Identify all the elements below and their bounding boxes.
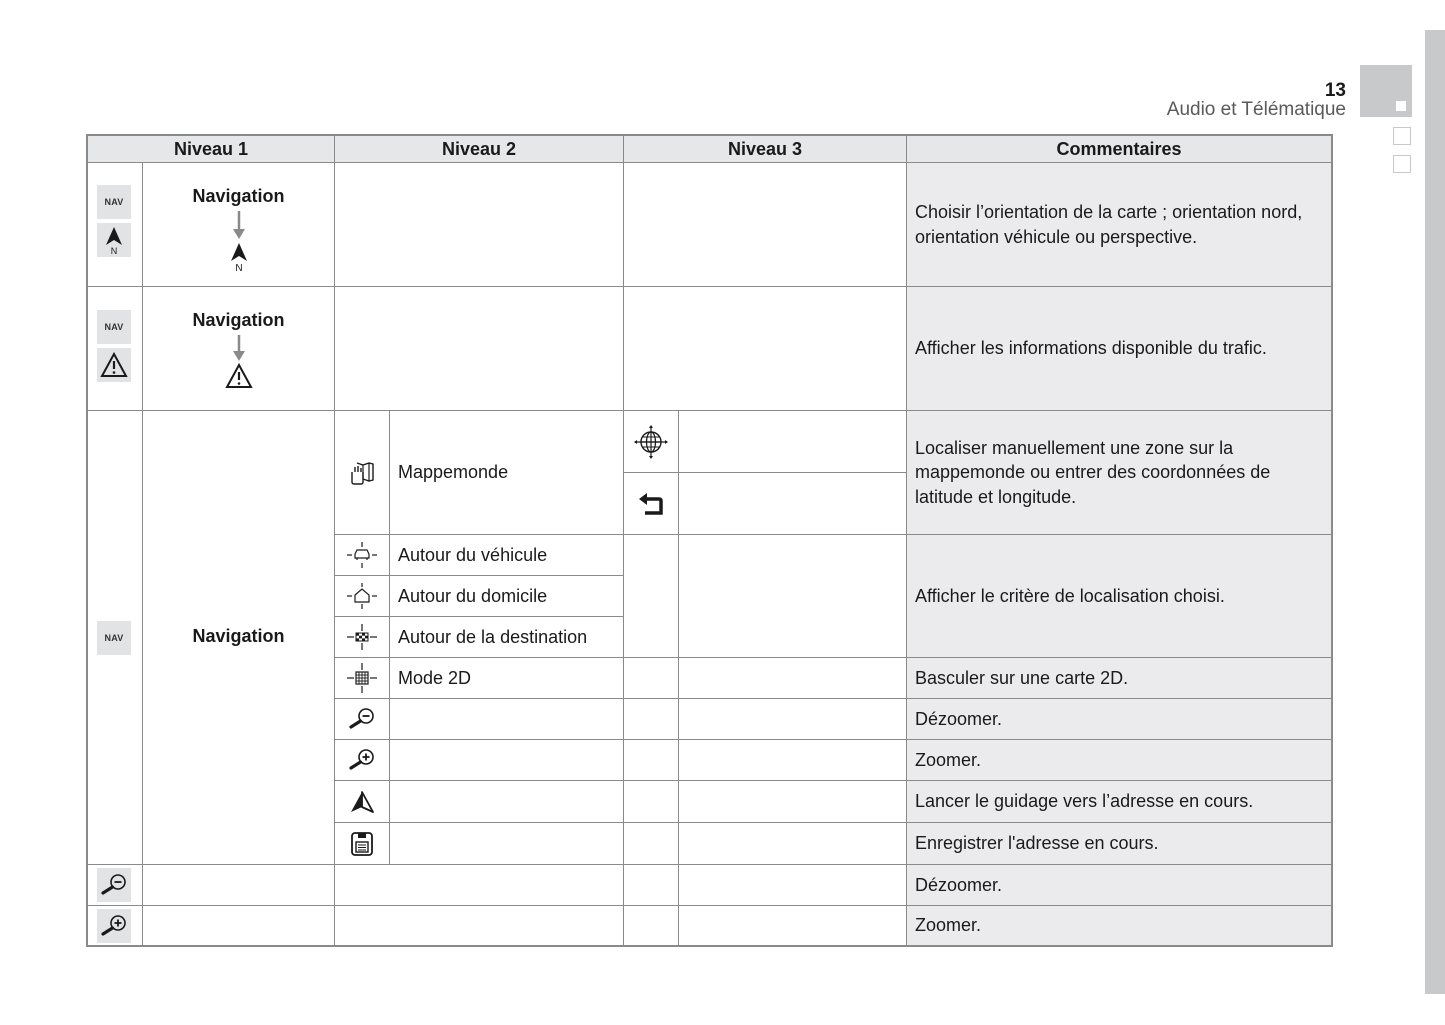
world-map-hand-icon	[335, 411, 390, 535]
menu-table	[86, 134, 1333, 947]
level3-empty	[624, 740, 679, 781]
zoom-in-icon	[335, 740, 390, 781]
level2-mappemonde: Mappemonde	[390, 411, 624, 535]
row4-keys	[88, 865, 143, 906]
vehicle-target-icon	[335, 535, 390, 576]
row2-level3	[624, 287, 907, 411]
level3-empty	[679, 740, 907, 781]
comment-zoomer: Zoomer.	[907, 740, 1331, 781]
guidance-arrow-icon	[335, 781, 390, 823]
comment-guidage: Lancer le guidage vers l’adresse en cours.	[907, 781, 1331, 823]
row1-level1	[143, 163, 335, 287]
comment-mode-2d: Basculer sur une carte 2D.	[907, 658, 1331, 699]
level3-empty	[624, 658, 679, 699]
level3-empty	[624, 823, 679, 865]
row4-level2	[335, 865, 624, 906]
row5-comment: Zoomer.	[907, 906, 1331, 945]
comment-mappemonde: Localiser manuellement une zone sur la mappemonde ou entrer des coordonnées de latitude et longitude.	[907, 411, 1331, 535]
level2-autour-vehicule: Autour du véhicule	[390, 535, 624, 576]
row2-comment: Afficher les informations disponible du trafic.	[907, 287, 1331, 411]
row2-level2	[335, 287, 624, 411]
level2-autour-domicile: Autour du domicile	[390, 576, 624, 617]
row1-level2	[335, 163, 624, 287]
row1-level3	[624, 163, 907, 287]
svg-text:N: N	[234, 263, 243, 273]
level3-empty	[679, 535, 907, 658]
north-arrow-icon	[143, 241, 334, 273]
column-header-niveau2: Niveau 2	[335, 136, 624, 163]
nav-key	[97, 621, 131, 655]
level3-empty	[624, 781, 679, 823]
globe-crosshair-icon	[624, 411, 679, 473]
row4-comment: Dézoomer.	[907, 865, 1331, 906]
section-tab-2	[1393, 127, 1411, 145]
level3-empty	[679, 411, 907, 473]
level3-empty	[624, 699, 679, 740]
row4-level3	[679, 865, 907, 906]
level2-autour-destination: Autour de la destination	[390, 617, 624, 658]
comment-autour: Afficher le critère de localisation choisi.	[907, 535, 1331, 658]
destination-flag-target-icon	[335, 617, 390, 658]
grid-2d-target-icon	[335, 658, 390, 699]
zoom-out-icon	[97, 868, 131, 902]
row2-keys	[88, 287, 143, 411]
column-header-niveau1: Niveau 1	[88, 136, 335, 163]
level2-empty	[390, 699, 624, 740]
level3-empty	[679, 781, 907, 823]
side-margin-bar	[1425, 30, 1445, 994]
return-arrow-icon	[624, 473, 679, 535]
zoom-in-icon	[97, 909, 131, 943]
warning-triangle-icon	[97, 348, 131, 382]
comment-dezoomer: Dézoomer.	[907, 699, 1331, 740]
nav-key	[97, 185, 131, 219]
navigation-label: Navigation	[192, 626, 285, 646]
row2-level1	[143, 287, 335, 411]
nav-key-label: NAV	[104, 322, 124, 332]
level3-empty	[624, 535, 679, 658]
row5-level1	[143, 906, 335, 945]
down-arrow-icon	[143, 211, 334, 241]
nav-key-label: NAV	[104, 633, 124, 643]
zoom-out-icon	[335, 699, 390, 740]
level3-empty	[679, 699, 907, 740]
column-header-commentaires: Commentaires	[907, 136, 1331, 163]
row5-level3	[679, 906, 907, 945]
section-tab-3	[1393, 155, 1411, 173]
column-header-niveau3: Niveau 3	[624, 136, 907, 163]
navigation-label: Navigation	[192, 310, 285, 330]
page-number: 13	[1324, 80, 1346, 101]
level2-empty	[390, 740, 624, 781]
section-title: Audio et Télématique	[1166, 99, 1346, 120]
row3-keys	[88, 411, 143, 865]
navigation-label: Navigation	[192, 186, 285, 206]
home-target-icon	[335, 576, 390, 617]
down-arrow-icon	[143, 335, 334, 363]
level3-empty	[679, 823, 907, 865]
nav-key	[97, 310, 131, 344]
north-arrow-icon	[97, 223, 131, 257]
row1-comment: Choisir l’orientation de la carte ; orientation nord, orientation véhicule ou perspective.	[907, 163, 1331, 287]
comment-enregistrer: Enregistrer l'adresse en cours.	[907, 823, 1331, 865]
row1-keys	[88, 163, 143, 287]
row5-level2	[335, 906, 624, 945]
row5-level3-icon	[624, 906, 679, 945]
section-tab-active	[1360, 65, 1412, 117]
warning-triangle-icon	[143, 363, 334, 389]
row3-level1	[143, 411, 335, 865]
level2-mode-2d: Mode 2D	[390, 658, 624, 699]
row4-level1	[143, 865, 335, 906]
row5-keys	[88, 906, 143, 945]
row4-level3-icon	[624, 865, 679, 906]
nav-key-label: NAV	[104, 197, 124, 207]
level2-empty	[390, 823, 624, 865]
level2-empty	[390, 781, 624, 823]
save-floppy-icon	[335, 823, 390, 865]
level3-empty	[679, 658, 907, 699]
level3-empty	[679, 473, 907, 535]
svg-text:N: N	[110, 246, 118, 255]
